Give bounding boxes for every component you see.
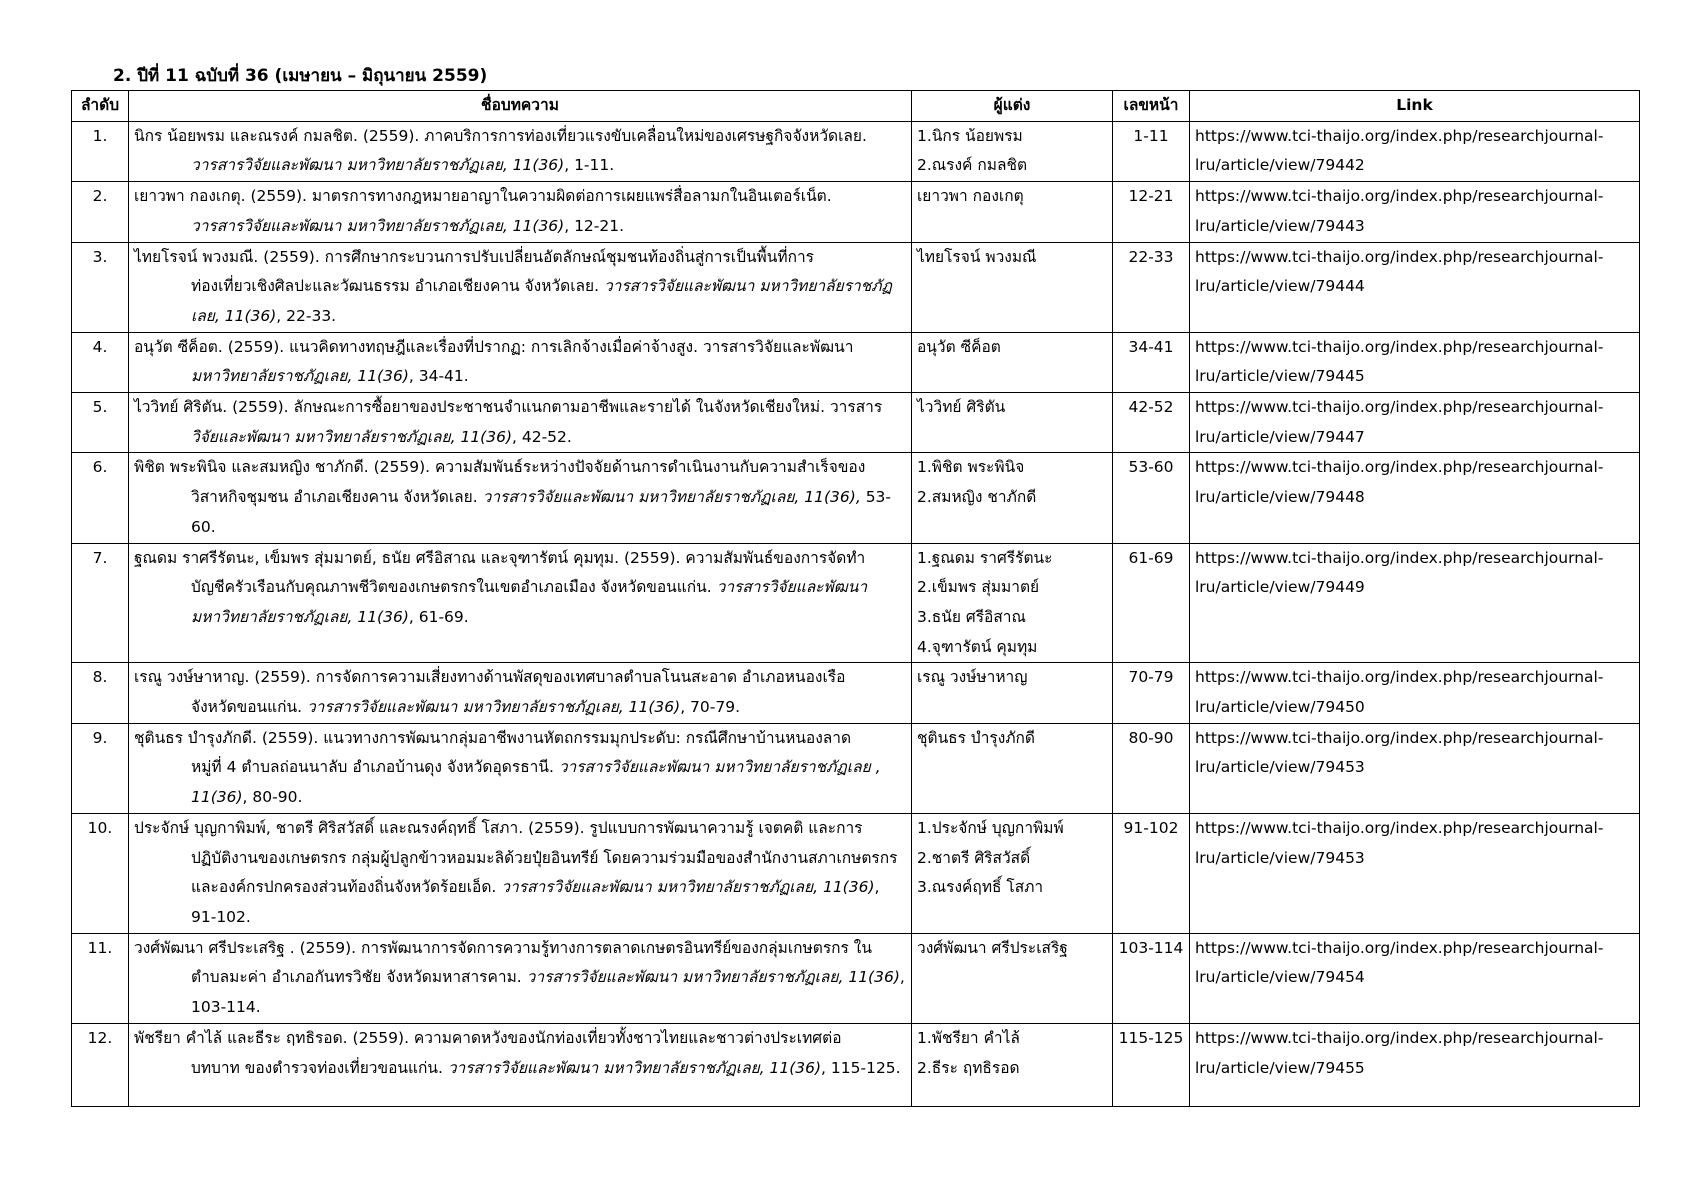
article-link[interactable]: https://www.tci-thaijo.org/index.php/researchjournal- [1195,337,1604,356]
table-row [72,393,1640,453]
article-link[interactable]: https://www.tci-thaijo.org/index.php/researchjournal- [1195,458,1604,477]
citation-cell [129,393,912,453]
article-link[interactable]: lru/article/view/79454 [1195,968,1365,987]
article-link[interactable]: https://www.tci-thaijo.org/index.php/researchjournal- [1195,668,1604,687]
article-link[interactable]: lru/article/view/79453 [1195,848,1365,867]
citation-cell [129,182,912,242]
citation-first-line: พิชิต พระพินิจ และสมหญิง ชาภักดี. (2559). ความสัมพันธ์ระหว่างปัจจัยด้านการดำเนินงานกับความสำเร็จของ [134,458,866,477]
article-link[interactable]: lru/article/view/79449 [1195,578,1365,597]
citation-cell [129,332,912,392]
page-range: 1-11 [1113,121,1190,181]
authors-cell [912,453,1113,543]
journal-name: วิจัยและพัฒนา มหาวิทยาลัยราชภัฏเลย, 11(36) [191,427,512,446]
citation-cell [129,813,912,933]
authors-cell [912,242,1113,332]
citation-first-line: พัชรียา คำไล้ และธีระ ฤทธิรอด. (2559). ความคาดหวังของนักท่องเที่ยวทั้งชาวไทยและชาวต่างประเทศต่อ [134,1028,842,1047]
link-cell[interactable] [1190,332,1640,392]
citation-continuation [134,483,906,542]
authors-cell [912,182,1113,242]
column-header-pages: เลขหน้า [1113,91,1190,122]
row-number: 5. [72,393,129,453]
journal-name: วารสารวิจัยและพัฒนา มหาวิทยาลัยราชภัฏเลย, 11(36) [191,216,565,235]
authors-cell [912,1023,1113,1106]
table-row [72,1023,1640,1106]
authors-cell [912,933,1113,1023]
authors-cell [912,723,1113,813]
author-name: วงศ์พัฒนา ศรีประเสริฐ [917,938,1068,957]
citation-text: วิสาหกิจชุมชน อำเภอเชียงคาน จังหวัดเลย. [191,488,483,507]
table-row [72,933,1640,1023]
link-cell[interactable] [1190,393,1640,453]
column-header-number: ลำดับ [72,91,129,122]
column-header-title: ชื่อบทความ [129,91,912,122]
citation-cell [129,121,912,181]
page-range: 91-102 [1113,813,1190,933]
article-link[interactable]: lru/article/view/79455 [1195,1058,1365,1077]
journal-name: วารสารวิจัยและพัฒนา มหาวิทยาลัยราชภัฏเลย, 11(36) [191,578,868,626]
article-link[interactable]: lru/article/view/79443 [1195,216,1365,235]
citation-pages: , 80-90. [242,788,303,807]
author-name: ไทยโรจน์ พวงมณี [917,247,1037,266]
citation-first-line: วงศ์พัฒนา ศรีประเสริฐ . (2559). การพัฒนาการจัดการความรู้ทางการตลาดเกษตรอินทรีย์ของกลุ่มเกษตรกร ใน [134,938,872,957]
link-cell[interactable] [1190,121,1640,181]
link-cell[interactable] [1190,723,1640,813]
article-link[interactable]: https://www.tci-thaijo.org/index.php/researchjournal- [1195,126,1604,145]
link-cell[interactable] [1190,933,1640,1023]
citation-pages: 53-60. [191,488,892,536]
citation-pages: , 115-125. [821,1058,901,1077]
citation-text: บัญชีครัวเรือนกับคุณภาพชีวิตของเกษตรกรในเขตอำเภอเมือง จังหวัดขอนแก่น. [191,578,717,597]
citation-first-line: เยาวพา กองเกตุ. (2559). มาตรการทางกฎหมายอาญาในความผิดต่อการเผยแพร่สื่อลามกในอินเตอร์เน็ต. [134,187,832,206]
table-body [72,121,1640,1106]
table-header-row [72,91,1640,122]
table-row [72,813,1640,933]
row-number: 7. [72,543,129,663]
citation-pages: , 22-33. [276,306,337,325]
row-number: 6. [72,453,129,543]
row-number: 9. [72,723,129,813]
link-cell[interactable] [1190,543,1640,663]
authors-cell [912,332,1113,392]
author-name: 1.นิกร น้อยพรม [917,126,1023,145]
citation-pages: , 103-114. [191,968,905,1017]
table-row [72,121,1640,181]
author-name: 2.ณรงค์ กมลชิต [917,156,1028,175]
citation-pages: , 91-102. [191,878,880,926]
authors-cell [912,663,1113,723]
link-cell[interactable] [1190,182,1640,242]
column-header-link: Link [1190,91,1640,122]
citation-continuation [134,693,906,723]
citation-first-line: เรณู วงษ์ษาหาญ. (2559). การจัดการความเสี่ยงทางด้านพัสดุของเทศบาลตำบลโนนสะอาด อำเภอหนองเรือ [134,668,846,687]
article-link[interactable]: lru/article/view/79444 [1195,277,1365,296]
citation-cell [129,663,912,723]
citation-continuation [134,753,906,812]
author-name: 3.ธนัย ศรีอิสาณ [917,607,1026,626]
author-name: 1.ฐณดม ราศรีรัตนะ [917,548,1053,567]
citation-first-line: ไทยโรจน์ พวงมณี. (2559). การศึกษากระบวนการปรับเปลี่ยนอัตลักษณ์ชุมชนท้องถิ่นสู่การเป็นพื้นที่การ [134,247,814,266]
article-link[interactable]: https://www.tci-thaijo.org/index.php/researchjournal- [1195,247,1604,266]
table-row [72,723,1640,813]
citation-continuation [134,151,906,181]
citation-text: หมู่ที่ 4 ตำบลถ่อนนาลับ อำเภอบ้านดุง จังหวัดอุดรธานี. [191,758,559,777]
citation-pages: , 70-79. [680,698,741,717]
author-name: เรณู วงษ์ษาหาญ [917,668,1028,687]
author-name: 2.เข็มพร สุ่มมาตย์ [917,578,1040,597]
link-cell[interactable] [1190,663,1640,723]
author-name: 2.ธีระ ฤทธิรอด [917,1058,1020,1077]
author-name: เยาวพา กองเกตุ [917,187,1024,206]
article-link[interactable]: lru/article/view/79445 [1195,367,1365,386]
article-link[interactable]: https://www.tci-thaijo.org/index.php/researchjournal- [1195,398,1604,417]
journal-name: วารสารวิจัยและพัฒนา มหาวิทยาลัยราชภัฏเลย, 11(36), [482,488,861,507]
section-heading: 2. ปีที่ 11 ฉบับที่ 36 (เมษายน – มิถุนายน 2559) [113,66,488,86]
article-link[interactable]: https://www.tci-thaijo.org/index.php/researchjournal- [1195,938,1604,957]
citation-first-line: นิกร น้อยพรม และณรงค์ กมลชิต. (2559). ภาคบริการการท่องเที่ยวแรงขับเคลื่อนใหม่ของเศรษฐกิจจังหวัดเลย. [134,126,867,145]
table-row [72,332,1640,392]
publication-table [71,90,1640,1107]
article-link[interactable]: https://www.tci-thaijo.org/index.php/researchjournal- [1195,1028,1604,1047]
citation-text: ปฏิบัติงานของเกษตรกร กลุ่มผู้ปลูกข้าวหอมมะลิด้วยปุ๋ยอินทรีย์ โดยความร่วมมือของสำนักงานสภาเกษตรกรและองค์กรปกครองส่วนท้องถิ่นจังหวัดร้อยเอ็ด. [191,848,898,897]
article-link[interactable]: https://www.tci-thaijo.org/index.php/researchjournal- [1195,187,1604,206]
author-name: 1.พัชรียา คำไล้ [917,1028,1020,1047]
citation-first-line: ฐณดม ราศรีรัตนะ, เข็มพร สุ่มมาตย์, ธนัย ศรีอิสาณ และจุฑารัตน์ คุมทุม. (2559). ความสัมพันธ์ของการจัดทำ [134,548,866,567]
citation-continuation [134,963,906,1022]
table-row [72,663,1640,723]
journal-name: วารสารวิจัยและพัฒนา มหาวิทยาลัยราชภัฏเลย, 11(36) [191,277,892,325]
journal-name: วารสารวิจัยและพัฒนา มหาวิทยาลัยราชภัฏเลย, 11(36) [526,968,900,987]
author-name: 3.ณรงค์ฤทธิ์ โสภา [917,878,1044,897]
author-name: ชุตินธร บำรุงภักดี [917,728,1035,747]
author-name: ไววิทย์ ศิริตัน [917,398,1006,417]
page-range: 61-69 [1113,543,1190,663]
citation-first-line: อนุวัต ซีค็อต. (2559). แนวคิดทางทฤษฎีและเรื่องที่ปรากฏ: การเลิกจ้างเมื่อค่าจ้างสูง. วารสารวิจัยและพัฒนา [134,337,854,356]
page-range: 12-21 [1113,182,1190,242]
author-name: 4.จุฑารัตน์ คุมทุม [917,637,1038,656]
citation-text: ตำบลมะค่า อำเภอกันทรวิชัย จังหวัดมหาสารคาม. [191,968,527,987]
authors-cell [912,543,1113,663]
author-name: 1.ประจักษ์ บุญกาพิมพ์ [917,818,1064,837]
row-number: 8. [72,663,129,723]
link-cell[interactable] [1190,453,1640,543]
table-row [72,182,1640,242]
citation-pages: , 1-11. [564,156,615,175]
article-link[interactable]: https://www.tci-thaijo.org/index.php/researchjournal- [1195,548,1604,567]
article-link[interactable]: https://www.tci-thaijo.org/index.php/researchjournal- [1195,728,1604,747]
row-number: 11. [72,933,129,1023]
citation-pages: , 42-52. [512,427,572,446]
journal-name: วารสารวิจัยและพัฒนา มหาวิทยาลัยราชภัฏเลย, 11(36) [191,156,565,175]
page-range: 34-41 [1113,332,1190,392]
citation-cell [129,242,912,332]
citation-continuation [134,844,906,933]
row-number: 1. [72,121,129,181]
citation-first-line: ประจักษ์ บุญกาพิมพ์, ชาตรี ศิริสวัสดิ์ และณรงค์ฤทธิ์ โสภา. (2559). รูปแบบการพัฒนาความรู้ เจตคติ และการ [134,818,863,837]
page-range: 80-90 [1113,723,1190,813]
citation-continuation [134,423,906,453]
citation-pages: , 12-21. [564,216,625,235]
citation-first-line: ไววิทย์ ศิริตัน. (2559). ลักษณะการซื้อยาของประชาชนจำแนกตามอาชีพและรายได้ ในจังหวัดเชียงใหม่. วารสาร [134,398,883,417]
table-row [72,543,1640,663]
citation-text: ท่องเที่ยวเชิงศิลปะและวัฒนธรรม อำเภอเชียงคาน จังหวัดเลย. [191,277,604,296]
citation-text: จังหวัดขอนแก่น. [191,698,307,717]
table-row [72,242,1640,332]
page-range: 42-52 [1113,393,1190,453]
journal-name: วารสารวิจัยและพัฒนา มหาวิทยาลัยราชภัฏเลย, 11(36) [306,698,681,717]
journal-name: วารสารวิจัยและพัฒนา มหาวิทยาลัยราชภัฏเลย, 11(36) [501,878,875,897]
article-link[interactable]: lru/article/view/79442 [1195,156,1365,175]
citation-cell [129,453,912,543]
row-number: 12. [72,1023,129,1106]
journal-name: มหาวิทยาลัยราชภัฏเลย, 11(36) [191,367,409,386]
citation-cell [129,723,912,813]
citation-continuation [134,362,906,392]
citation-continuation [134,573,906,632]
citation-continuation [134,1054,906,1084]
link-cell[interactable] [1190,1023,1640,1106]
article-link[interactable]: lru/article/view/79450 [1195,698,1365,717]
page-range: 70-79 [1113,663,1190,723]
article-link[interactable]: lru/article/view/79447 [1195,427,1365,446]
row-number: 3. [72,242,129,332]
authors-cell [912,813,1113,933]
author-name: 2.ชาตรี ศิริสวัสดิ์ [917,848,1031,867]
citation-first-line: ชุตินธร บำรุงภักดี. (2559). แนวทางการพัฒนากลุ่มอาชีพงานหัตถกรรมมุกประดับ: กรณีศึกษาบ้านหนองลาด [134,728,852,747]
citation-text: บทบาท ของตำรวจท่องเที่ยวขอนแก่น. [191,1058,448,1077]
author-name: อนุวัต ซีค็อต [917,337,1001,356]
link-cell[interactable] [1190,242,1640,332]
citation-continuation [134,212,906,242]
author-name: 2.สมหญิง ชาภักดี [917,488,1037,507]
row-number: 2. [72,182,129,242]
article-link[interactable]: https://www.tci-thaijo.org/index.php/researchjournal- [1195,818,1604,837]
authors-cell [912,393,1113,453]
authors-cell [912,121,1113,181]
journal-name: วารสารวิจัยและพัฒนา มหาวิทยาลัยราชภัฏเลย , 11(36) [191,758,881,807]
row-number: 4. [72,332,129,392]
author-name: 1.พิชิต พระพินิจ [917,458,1025,477]
citation-cell [129,933,912,1023]
page-range: 115-125 [1113,1023,1190,1106]
page-range: 22-33 [1113,242,1190,332]
link-cell[interactable] [1190,813,1640,933]
citation-cell [129,543,912,663]
journal-name: วารสารวิจัยและพัฒนา มหาวิทยาลัยราชภัฏเลย, 11(36) [447,1058,822,1077]
citation-continuation [134,272,906,331]
page-range: 53-60 [1113,453,1190,543]
row-number: 10. [72,813,129,933]
page-range: 103-114 [1113,933,1190,1023]
citation-pages: , 34-41. [408,367,469,386]
table-row [72,453,1640,543]
citation-cell [129,1023,912,1106]
citation-pages: , 61-69. [408,607,469,626]
article-link[interactable]: lru/article/view/79448 [1195,488,1365,507]
article-link[interactable]: lru/article/view/79453 [1195,758,1365,777]
column-header-authors: ผู้แต่ง [912,91,1113,122]
